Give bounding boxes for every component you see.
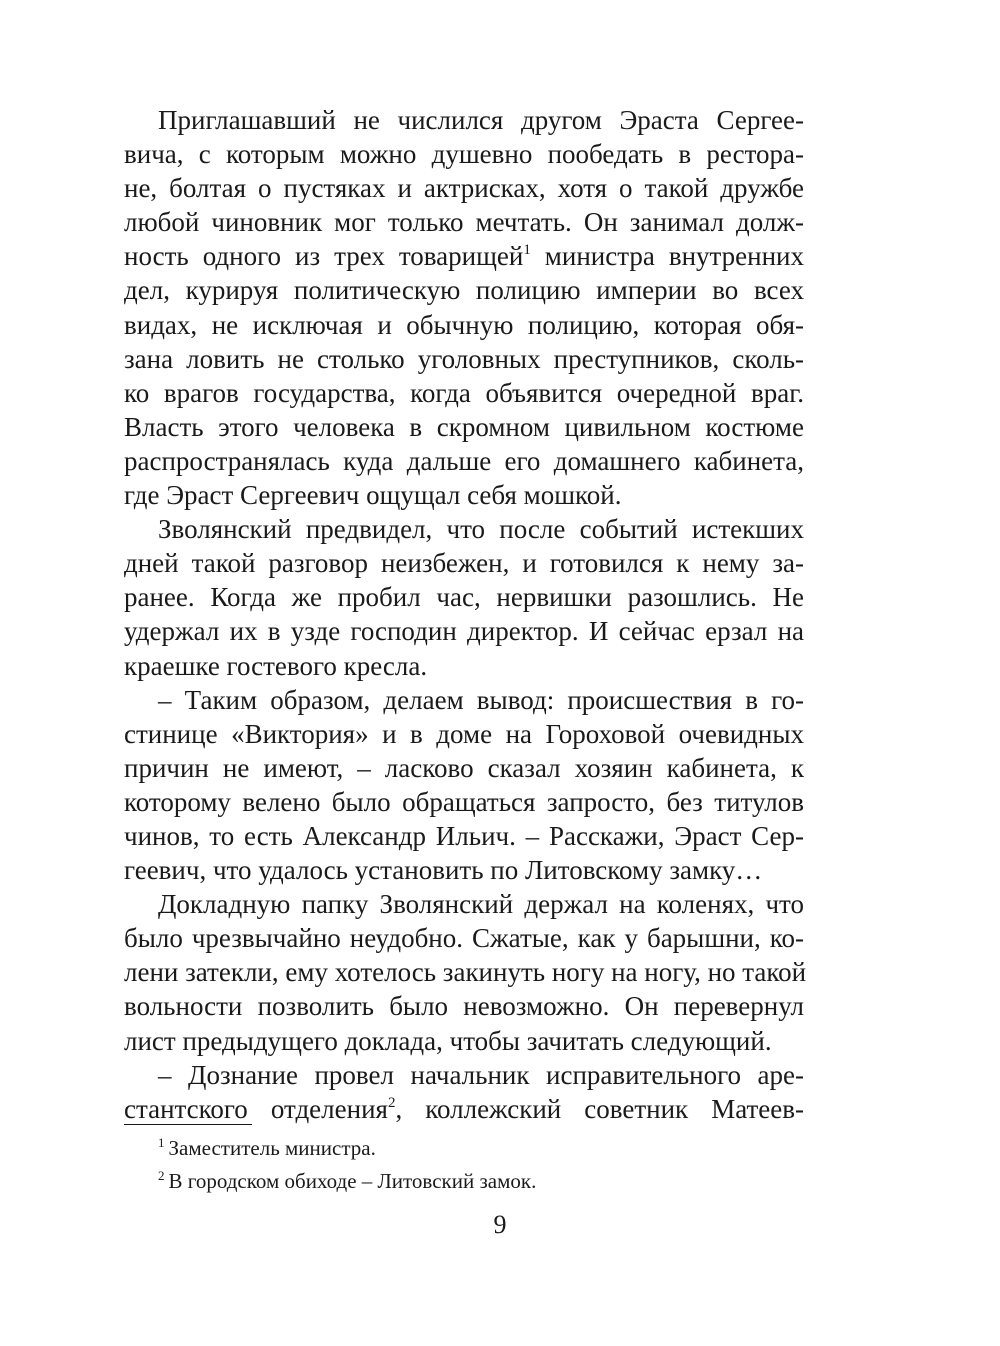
footnote-text: В городском обиходе – Литовский замок. xyxy=(168,1169,537,1193)
text-line: Докладную папку Зволянский держал на коленях, что xyxy=(158,889,804,920)
footnote-2 xyxy=(158,1165,798,1198)
footnote-text: Заместитель министра. xyxy=(168,1136,376,1160)
text-line: ко врагов государства, когда объявится очередной враг. xyxy=(124,377,804,408)
text-line: дел, курируя политическую полицию империи во всех xyxy=(124,275,804,306)
text-line: причин не имеют, – ласково сказал хозяин кабинета, к xyxy=(124,752,804,783)
text-line: удержал их в узде господин директор. И сейчас ерзал на xyxy=(124,616,804,647)
text-line: вича, с которым можно душевно пообедать в рестора- xyxy=(124,139,804,170)
text-line: краешке гостевого кресла. xyxy=(124,650,428,681)
text-line: геевич, что удалось установить по Литовскому замку… xyxy=(124,855,763,886)
text-line: видах, не исключая и обычную полицию, которая обя- xyxy=(124,309,804,340)
text-line: ность одного из трех товарищей$^1$ министра внутренних xyxy=(124,241,804,272)
page-number: 9 xyxy=(493,1210,507,1239)
footnote-mark: 1 xyxy=(158,1135,165,1150)
footnote-mark: 2 xyxy=(158,1168,165,1183)
footnote-divider xyxy=(124,1124,252,1125)
text-line: распространялась куда дальше его домашнего кабинета, xyxy=(124,445,804,476)
text-line: Власть этого человека в скромном цивильном костюме xyxy=(124,411,804,442)
footnote-1 xyxy=(158,1132,798,1165)
text-line: лист предыдущего доклада, чтобы зачитать следующий. xyxy=(124,1025,772,1056)
text-line: дней такой разговор неизбежен, и готовился к нему за- xyxy=(124,548,804,579)
main-text xyxy=(124,103,807,1126)
text-line: стантского отделения$^2$, коллежский советник Матеев- xyxy=(124,1093,804,1124)
footnotes xyxy=(158,1132,798,1198)
text-line: – Таким образом, делаем вывод: происшествия в го- xyxy=(158,684,804,715)
text-line: вольности позволить было невозможно. Он перевернул xyxy=(124,991,804,1022)
text-line: которому велено было обращаться запросто, без титулов xyxy=(124,786,804,817)
text-line: Приглашавший не числился другом Эраста Сергее- xyxy=(158,105,804,135)
text-line: чинов, то есть Александр Ильич. – Расскажи, Эраст Сер- xyxy=(124,820,804,851)
text-line: не, болтая о пустяках и актрисках, хотя о такой дружбе xyxy=(124,173,804,204)
text-line: ранее. Когда же пробил час, нервишки разошлись. Не xyxy=(124,582,804,613)
text-line: было чрезвычайно неудобно. Сжатые, как у барышни, ко- xyxy=(124,923,804,954)
footnote-reference[interactable]: 2 xyxy=(387,1094,396,1111)
text-line: стинице «Виктория» и в доме на Гороховой очевидных xyxy=(124,718,804,749)
text-line: – Дознание провел начальник исправительного аре- xyxy=(158,1059,804,1090)
text-line: любой чиновник мог только мечтать. Он занимал долж- xyxy=(124,207,804,238)
text-line: зана ловить не столько уголовных преступников, сколь- xyxy=(124,343,804,374)
text-line: где Эраст Сергеевич ощущал себя мошкой. xyxy=(124,480,622,511)
text-line: лени затекли, ему хотелось закинуть ногу на ногу, но такой xyxy=(124,957,807,988)
text-line: Зволянский предвидел, что после событий истекших xyxy=(158,514,804,545)
footnote-reference[interactable]: 1 xyxy=(523,242,531,259)
